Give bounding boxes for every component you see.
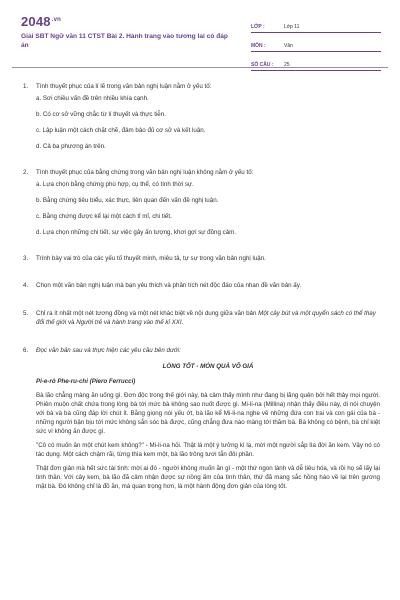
option-a: a. Lựa chọn bằng chứng phù hợp, cụ thể, có tính thời sự. <box>36 181 194 188</box>
question-text-and: và <box>66 319 77 326</box>
meta-value: Văn <box>284 43 293 49</box>
question-number: 5. <box>23 310 29 317</box>
meta-value: Lớp 11 <box>284 24 300 30</box>
question-instruction: Đọc văn bản sau và thực hiện các yêu cầu bên dưới: <box>36 347 181 354</box>
question-text <box>36 309 380 327</box>
document-body <box>0 72 400 491</box>
question-6 <box>23 346 380 355</box>
option-a: a. Sơi chiều vấn đề trên nhiều khía cạnh. <box>36 95 149 102</box>
passage-paragraph: Bà lão chẳng màng ăn uống gì. Đơn độc trong thế giới này, bà cảm thấy mình như đang bị lãng quên bởi hết thảy mọi người. Phiên muộn chất chứa trong lòng bà tới mức bà không sao nuốt được gì. Mi-li-na (Millina) nhận thấy điều này, di nói chuyện với bà và bà cũng đáp lời chút ít. Bằng giọng nói yếu ớt, bà lão kể Mi-li-na nghe về những đứa con trai và con gái của bà - những người bận bịu tới mức không sắn sóc bà được, cũng chẳng đưa nào màng tới thăm bà. Bà không có bệnh, bà chỉ kiệt sức vì không ăn được gì. <box>36 392 380 435</box>
option-c: c. Lập luận một cách chặt chẽ, đảm bảo đủ cơ sở và kết luận. <box>36 127 206 134</box>
document-header <box>0 0 400 68</box>
header-divider <box>12 67 388 68</box>
option-d: d. Lựa chọn những chi tiết, sự việc gây ấn tượng, khơi gợi sự đồng cảm. <box>36 229 237 236</box>
option-c: c. Bằng chứng được kể lại một cách tỉ mỉ, chi tiết. <box>36 213 172 220</box>
question-number: 3. <box>23 255 29 262</box>
passage-paragraph: Thật đơn giản mà hết sức tài tình: mời ai đó - người không muốn ăn gì - một thứ ngon lành và dễ tiêu hóa, và rồi họ sẽ lấy lại tinh thần. Với cây kem, bà lão đã cảm nhận được sự nồng ấm của tình thân, thứ đã mang sắc hồng hào về lại trên gương mặt bà. Đó không chỉ là đồ ăn, mà quan trọng hơn, là một hành động đơn giản của lòng tốt. <box>36 465 380 490</box>
question-number: 6. <box>23 347 29 354</box>
logo-tld: .vn <box>51 16 62 23</box>
question-number: 2. <box>23 169 29 176</box>
meta-key: MÔN : <box>251 43 266 49</box>
question-text: Tính thuyết phục của lí lẽ trong văn bản nghị luận nằm ở yếu tố: <box>36 83 212 90</box>
work-title-1: Một cây bút và một quyển sách có thể thay đổi thế giới <box>36 310 376 326</box>
meta-key: LỚP : <box>251 24 265 30</box>
question-4 <box>23 281 380 290</box>
meta-row-subject <box>251 33 381 52</box>
question-5 <box>23 309 380 327</box>
meta-key: SỐ CÂU : <box>251 62 274 68</box>
site-logo[interactable] <box>21 14 61 29</box>
question-2 <box>23 168 380 237</box>
work-title-2: Người trẻ và hành trang vào thế kỉ XXI. <box>76 319 184 326</box>
meta-row-count <box>251 52 381 71</box>
passage-author: Pi-e-rô Phe-ru-chi (Piero Ferrucci) <box>36 378 136 385</box>
meta-row-grade <box>251 14 381 33</box>
document-title: Giải SBT Ngữ văn 11 CTST Bài 2. Hành trang vào tương lai có đáp án <box>21 33 228 49</box>
meta-table <box>251 14 381 71</box>
question-text: Chọn một văn bản nghị luận mà bạn yêu thích và phân tích nét độc đáo của nhan đề văn bản ấy. <box>36 282 302 289</box>
option-b: b. Có cơ sở vững chắc từ lí thuyết và thực tiễn. <box>36 111 166 118</box>
question-number: 4. <box>23 282 29 289</box>
logo-text: 2048 <box>21 14 51 29</box>
question-text-plain: Chỉ ra ít nhất một nét tương đồng và một nét khác biệt về nội dung giữa văn bản <box>36 310 259 317</box>
passage-title: LÒNG TỐT - MÓN QUÀ VÔ GIÁ <box>162 363 254 370</box>
meta-value: 25 <box>284 62 290 68</box>
question-number: 1. <box>23 83 29 90</box>
question-text: Trình bày vai trò của các yếu tố thuyết minh, miêu tả, tự sự trong văn bản nghị luận. <box>36 255 266 262</box>
question-text: Tính thuyết phục của bằng chứng trong văn bản nghị luận không nằm ở yếu tố: <box>36 169 254 176</box>
question-3 <box>23 254 380 263</box>
option-d: d. Cả ba phương án trên. <box>36 143 106 150</box>
option-b: b. Bằng chứng tiêu biểu, xác thực, liên quan đến vấn đề nghị luận. <box>36 197 219 204</box>
passage-paragraph: "Cô có muốn ăn một chút kem không?" - Mi-li-na hỏi. Thật là một ý tưởng kì lạ, mời một người sắp lìa đời ăn kem. Vậy nó có tác dụng. Một cách chậm rãi, từng thìa kem một, bà lão trông tươi tắn đôi phần. <box>36 442 380 458</box>
question-1 <box>23 82 380 151</box>
